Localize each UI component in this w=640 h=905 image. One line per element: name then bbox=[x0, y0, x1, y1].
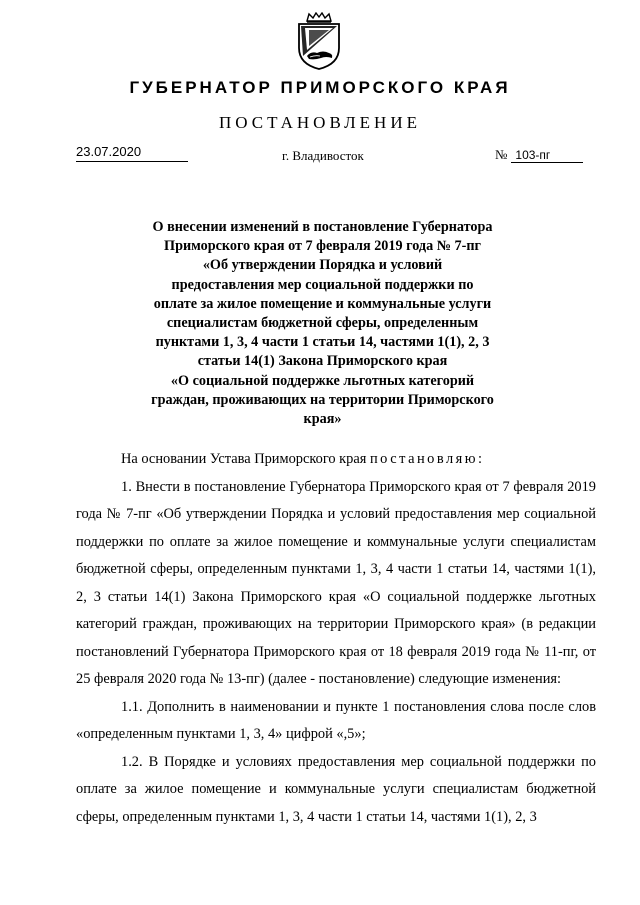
document-body bbox=[76, 446, 596, 831]
title-line: предоставления мер социальной поддержки по bbox=[171, 276, 474, 293]
number-sign: № bbox=[495, 147, 508, 162]
title-line: пунктами 1, 3, 4 части 1 статьи 14, частями 1(1), 2, 3 bbox=[155, 334, 490, 351]
paragraph-1-2: 1.2. В Порядке и условиях предоставления мер социальной поддержки по оплате за жилое помещение и коммунальные услуги специалистам бюджетной сферы, определенным пунктами 1, 3, 4 части 1 статьи 14, частями 1(1), 2, 3 bbox=[76, 753, 596, 825]
intro-paragraph bbox=[76, 446, 596, 474]
intro-text: На основании Устава Приморского края bbox=[121, 451, 370, 467]
title-line: оплате за жилое помещение и коммунальные услуги bbox=[153, 295, 492, 312]
coat-of-arms-icon bbox=[295, 12, 343, 70]
decree-number bbox=[495, 147, 583, 163]
title-line: О внесении изменений в постановление Губернатора bbox=[152, 219, 493, 235]
paragraph-1-1: 1.1. Дополнить в наименовании и пункте 1 постановления слова после слов «определенным пунктами 1, 3, 4» цифрой «,5»; bbox=[76, 698, 596, 742]
title-line: граждан, проживающих на территории Приморского bbox=[151, 391, 494, 408]
decree-date: 23.07.2020 bbox=[76, 144, 188, 162]
title-line: специалистам бюджетной сферы, определенным bbox=[166, 315, 479, 332]
paragraph-1: 1. Внести в постановление Губернатора Приморского края от 7 февраля 2019 года № 7-пг «Об утверждении Порядка и условий предоставления мер социальной поддержки по оплате за жилое помещение и коммунальные услуги специалистам бюджетной сферы, определенным пунктами 1, 3, 4 части 1 статьи 14, частями 1(1), 2, 3 статьи 14(1) Закона Приморского края «О социальной поддержке льготных категорий граждан, проживающих на территории Приморского края» (в редакции постановлений Губернатора Приморского края от 18 февраля 2019 года № 11-пг, от 25 февраля 2020 года № 13-пг) (далее - постановление) следующие изменения: bbox=[76, 478, 596, 687]
title-line: «О социальной поддержке льготных категорий bbox=[170, 372, 475, 389]
document-type: ПОСТАНОВЛЕНИЕ bbox=[218, 113, 421, 132]
title-line: статьи 14(1) Закона Приморского края bbox=[197, 353, 448, 370]
authority-title: ГУБЕРНАТОР ПРИМОРСКОГО КРАЯ bbox=[129, 78, 511, 97]
title-line: Приморского края от 7 февраля 2019 года № 7-пг bbox=[164, 238, 481, 255]
document-title bbox=[130, 218, 515, 429]
title-line: «Об утверждении Порядка и условий bbox=[202, 257, 443, 274]
title-line: края» bbox=[303, 411, 342, 428]
decree-verb: постановляю bbox=[369, 451, 479, 467]
intro-colon: : bbox=[478, 451, 483, 467]
decree-number-value: 103-пг bbox=[511, 148, 583, 163]
decree-city: г. Владивосток bbox=[282, 148, 364, 163]
